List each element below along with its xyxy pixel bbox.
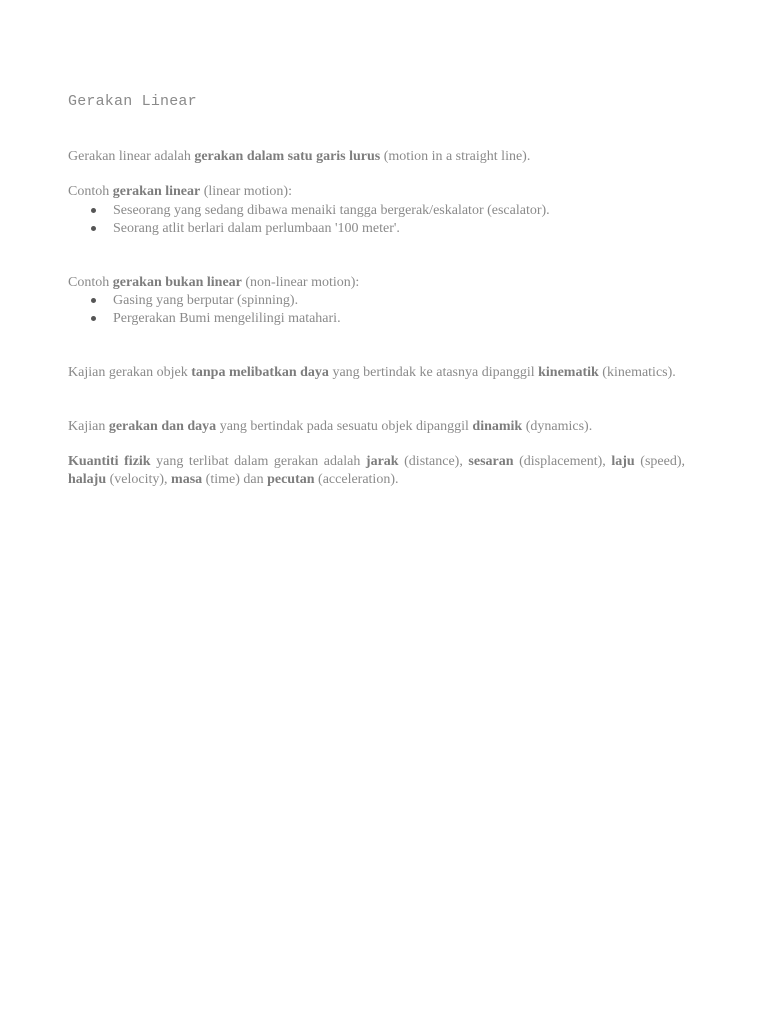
bold-term: gerakan bukan linear [112, 275, 242, 290]
text-run: Gerakan linear adalah [68, 149, 195, 164]
bold-term: tanpa melibatkan daya [191, 365, 329, 380]
text-run: (non-linear motion): [241, 275, 360, 290]
quantities-paragraph [68, 453, 685, 489]
nonlinear-examples-list [68, 292, 685, 328]
text-run: (displacement), [513, 454, 612, 469]
text-run: (distance), [398, 454, 469, 469]
bold-term: gerakan linear [112, 184, 201, 199]
bold-term: Kuantiti fizik [68, 454, 151, 469]
bold-term: gerakan dalam satu garis lurus [194, 149, 381, 164]
text-run: Kajian [68, 419, 109, 434]
bold-term: jarak [365, 454, 399, 469]
linear-examples-list [68, 202, 685, 238]
definition-paragraph [68, 148, 685, 166]
bold-term: gerakan dan daya [108, 419, 217, 434]
text-run: Contoh [68, 184, 113, 199]
text-run: (speed), [634, 454, 685, 469]
document-title: Gerakan Linear [68, 93, 197, 110]
list-item: Seorang atlit berlari dalam perlumbaan '100 meter'. [68, 220, 685, 238]
linear-examples-intro [68, 183, 685, 201]
text-run: (linear motion): [200, 184, 292, 199]
text-run: yang bertindak pada sesuatu objek dipanggil [216, 419, 473, 434]
kinematics-paragraph [68, 364, 685, 382]
bold-term: dinamik [472, 419, 523, 434]
dynamics-paragraph [68, 418, 685, 436]
text-run: (dynamics). [522, 419, 593, 434]
text-run: (acceleration). [314, 472, 399, 487]
nonlinear-examples-intro [68, 274, 685, 292]
list-item: Pergerakan Bumi mengelilingi matahari. [68, 310, 685, 328]
text-run: yang bertindak ke atasnya dipanggil [328, 365, 539, 380]
list-item: Seseorang yang sedang dibawa menaiki tangga bergerak/eskalator (escalator). [68, 202, 685, 220]
list-item: Gasing yang berputar (spinning). [68, 292, 685, 310]
bold-term: laju [611, 454, 635, 469]
text-run: (velocity), [106, 472, 172, 487]
text-run: Kajian gerakan objek [68, 365, 192, 380]
text-run: (kinematics). [598, 365, 676, 380]
bold-term: pecutan [267, 472, 315, 487]
bold-term: masa [171, 472, 203, 487]
bold-term: kinematik [538, 365, 599, 380]
bold-term: sesaran [468, 454, 514, 469]
text-run: (motion in a straight line). [380, 149, 531, 164]
bold-term: halaju [68, 472, 107, 487]
text-run: Contoh [68, 275, 113, 290]
text-run: (time) dan [202, 472, 268, 487]
text-run: yang terlibat dalam gerakan adalah [150, 454, 366, 469]
